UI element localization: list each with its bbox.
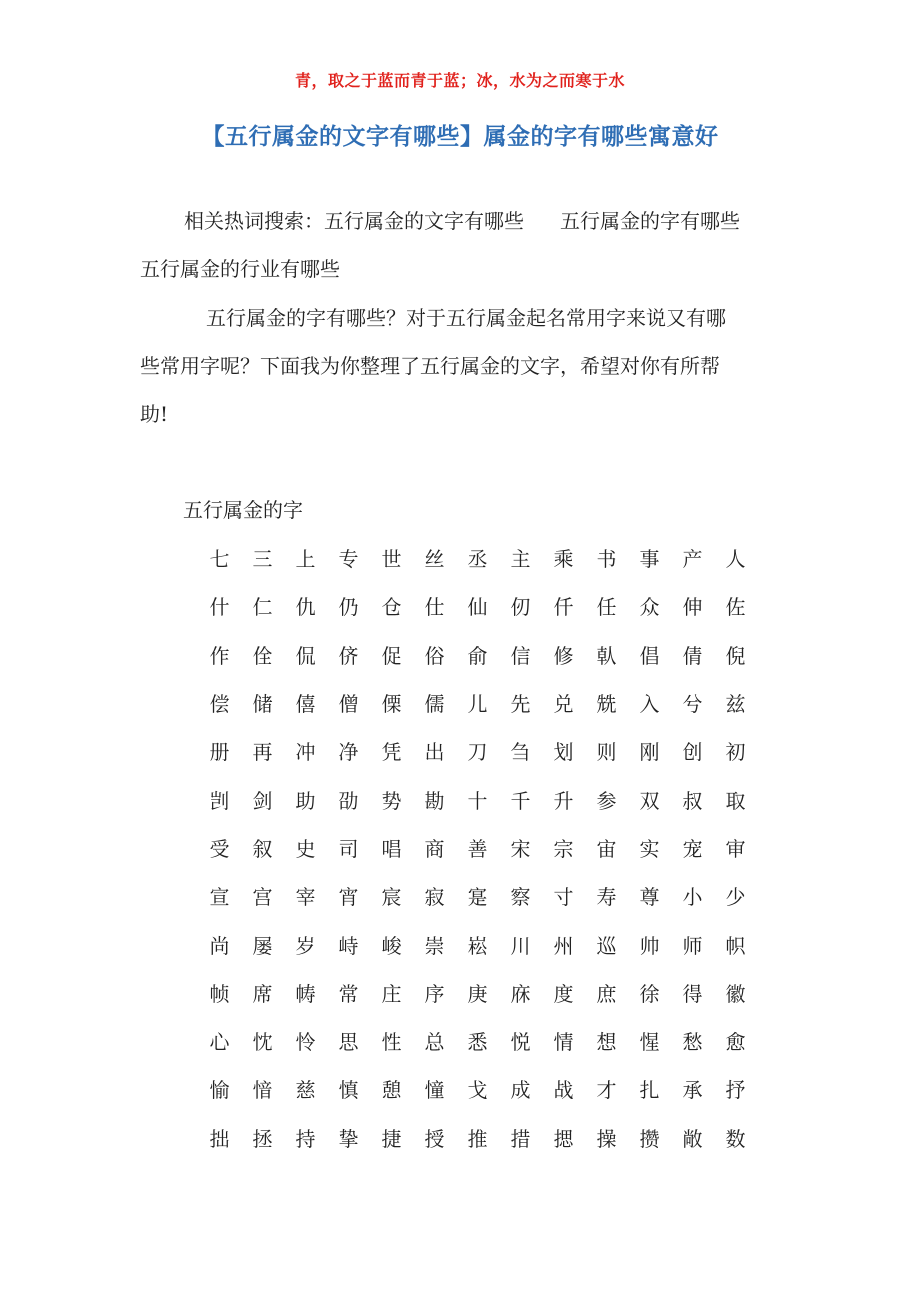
char-cell: 怜 — [295, 1030, 316, 1055]
char-cell: 入 — [639, 692, 660, 717]
char-cell: 徐 — [639, 981, 660, 1006]
char-cell: 思 — [338, 1030, 359, 1055]
char-cell: 佐 — [725, 595, 746, 620]
char-cell: 序 — [424, 981, 445, 1006]
char-cell: 宙 — [596, 836, 617, 861]
char-cell: 常 — [338, 981, 359, 1006]
char-cell: 事 — [639, 547, 660, 572]
char-cell: 扎 — [639, 1078, 660, 1103]
char-row — [198, 970, 758, 1018]
char-cell: 捷 — [381, 1126, 402, 1151]
char-cell: 倡 — [639, 643, 660, 668]
char-cell: 冲 — [295, 740, 316, 765]
char-cell: 修 — [553, 643, 574, 668]
char-cell: 得 — [682, 981, 703, 1006]
char-cell: 性 — [381, 1030, 402, 1055]
char-cell: 屡 — [252, 933, 273, 958]
char-cell: 剀 — [209, 788, 230, 813]
char-cell: 创 — [682, 740, 703, 765]
char-cell: 唱 — [381, 836, 402, 861]
char-cell: 倩 — [682, 643, 703, 668]
char-row — [198, 873, 758, 921]
char-cell: 措 — [510, 1126, 531, 1151]
char-cell: 兮 — [682, 692, 703, 717]
char-cell: 受 — [209, 836, 230, 861]
char-cell: 商 — [424, 836, 445, 861]
char-cell: 慎 — [338, 1078, 359, 1103]
char-cell: 心 — [209, 1030, 230, 1055]
char-cell: 揌 — [553, 1126, 574, 1151]
char-row — [198, 1066, 758, 1114]
char-cell: 承 — [682, 1078, 703, 1103]
char-cell: 才 — [596, 1078, 617, 1103]
char-cell: 丞 — [467, 547, 488, 572]
char-cell: 促 — [381, 643, 402, 668]
char-cell: 司 — [338, 836, 359, 861]
related-keywords — [140, 197, 790, 293]
char-cell: 情 — [553, 1030, 574, 1055]
char-cell: 寿 — [596, 885, 617, 910]
intro-line: 些常用字呢？下面我为你整理了五行属金的文字，希望对你有所帮 — [140, 354, 720, 378]
char-cell: 峻 — [381, 933, 402, 958]
char-cell: 帱 — [295, 981, 316, 1006]
char-cell: 宣 — [209, 885, 230, 910]
char-cell: 实 — [639, 836, 660, 861]
char-cell: 兑 — [553, 692, 574, 717]
char-cell: 持 — [295, 1126, 316, 1151]
char-cell: 千 — [510, 788, 531, 813]
char-cell: 州 — [553, 933, 574, 958]
char-cell: 取 — [725, 788, 746, 813]
char-cell: 先 — [510, 692, 531, 717]
char-cell: 寂 — [424, 885, 445, 910]
char-cell: 助 — [295, 788, 316, 813]
char-cell: 岁 — [295, 933, 316, 958]
char-row — [198, 825, 758, 873]
char-cell: 愈 — [725, 1030, 746, 1055]
char-cell: 伸 — [682, 595, 703, 620]
char-cell: 憧 — [424, 1078, 445, 1103]
char-row — [198, 776, 758, 824]
char-cell: 憩 — [381, 1078, 402, 1103]
intro-paragraph — [140, 294, 790, 438]
char-row — [198, 535, 758, 583]
keyword-link[interactable]: 五行属金的行业有哪些 — [140, 257, 340, 281]
char-cell: 主 — [510, 547, 531, 572]
char-cell: 儒 — [424, 692, 445, 717]
char-cell: 庚 — [467, 981, 488, 1006]
char-cell: 宸 — [381, 885, 402, 910]
char-cell: 乘 — [553, 547, 574, 572]
char-cell: 仓 — [381, 595, 402, 620]
char-cell: 儿 — [467, 692, 488, 717]
char-cell: 俞 — [467, 643, 488, 668]
intro-line: 助! — [140, 402, 169, 426]
char-cell: 僖 — [295, 692, 316, 717]
char-cell: 七 — [209, 547, 230, 572]
char-cell: 三 — [252, 547, 273, 572]
char-cell: 凭 — [381, 740, 402, 765]
char-cell: 仕 — [424, 595, 445, 620]
char-cell: 尊 — [639, 885, 660, 910]
char-cell: 敞 — [682, 1126, 703, 1151]
char-cell: 产 — [682, 547, 703, 572]
char-cell: 刀 — [467, 740, 488, 765]
char-cell: 成 — [510, 1078, 531, 1103]
char-cell: 帜 — [725, 933, 746, 958]
char-cell: 川 — [510, 933, 531, 958]
char-cell: 帧 — [209, 981, 230, 1006]
char-row — [198, 632, 758, 680]
char-cell: 拯 — [252, 1126, 273, 1151]
char-cell: 寸 — [553, 885, 574, 910]
char-cell: 倪 — [725, 643, 746, 668]
char-cell: 徽 — [725, 981, 746, 1006]
char-cell: 史 — [295, 836, 316, 861]
char-cell: 峙 — [338, 933, 359, 958]
char-cell: 参 — [596, 788, 617, 813]
char-row — [198, 1115, 758, 1163]
char-cell: 拙 — [209, 1126, 230, 1151]
char-cell: 宋 — [510, 836, 531, 861]
char-cell: 作 — [209, 643, 230, 668]
char-cell: 众 — [639, 595, 660, 620]
char-cell: 初 — [725, 740, 746, 765]
char-cell: 数 — [725, 1126, 746, 1151]
char-cell: 度 — [553, 981, 574, 1006]
keyword-link[interactable]: 五行属金的字有哪些 — [560, 209, 740, 233]
char-cell: 寔 — [467, 885, 488, 910]
char-cell: 仙 — [467, 595, 488, 620]
char-cell: 师 — [682, 933, 703, 958]
char-cell: 愁 — [682, 1030, 703, 1055]
char-cell: 巡 — [596, 933, 617, 958]
char-cell: 傈 — [381, 692, 402, 717]
char-cell: 悦 — [510, 1030, 531, 1055]
char-cell: 兹 — [725, 692, 746, 717]
char-cell: 崇 — [424, 933, 445, 958]
char-cell: 愉 — [209, 1078, 230, 1103]
char-cell: 侃 — [295, 643, 316, 668]
keywords-label: 相关热词搜索： — [184, 209, 324, 233]
char-cell: 慈 — [295, 1078, 316, 1103]
char-cell: 出 — [424, 740, 445, 765]
char-cell: 升 — [553, 788, 574, 813]
char-cell: 人 — [725, 547, 746, 572]
char-cell: 愔 — [252, 1078, 273, 1103]
char-cell: 忱 — [252, 1030, 273, 1055]
char-cell: 兟 — [596, 692, 617, 717]
char-cell: 书 — [596, 547, 617, 572]
char-cell: 信 — [510, 643, 531, 668]
char-cell: 宫 — [252, 885, 273, 910]
char-cell: 刚 — [639, 740, 660, 765]
char-cell: 世 — [381, 547, 402, 572]
char-cell: 仞 — [510, 595, 531, 620]
char-cell: 宠 — [682, 836, 703, 861]
char-cell: 戈 — [467, 1078, 488, 1103]
char-cell: 悉 — [467, 1030, 488, 1055]
char-cell: 操 — [596, 1126, 617, 1151]
char-cell: 仇 — [295, 595, 316, 620]
header-motto: 青，取之于蓝而青于蓝；冰，水为之而寒于水 — [294, 71, 625, 90]
char-cell: 叙 — [252, 836, 273, 861]
char-row — [198, 583, 758, 631]
intro-line: 五行属金的字有哪些？对于五行属金起名常用字来说又有哪 — [206, 306, 726, 330]
character-grid — [198, 535, 758, 1163]
char-row — [198, 1018, 758, 1066]
char-cell: 双 — [639, 788, 660, 813]
char-cell: 储 — [252, 692, 273, 717]
char-cell: 庥 — [510, 981, 531, 1006]
char-cell: 丝 — [424, 547, 445, 572]
char-cell: 席 — [252, 981, 273, 1006]
char-cell: 侪 — [338, 643, 359, 668]
char-cell: 则 — [596, 740, 617, 765]
char-cell: 总 — [424, 1030, 445, 1055]
char-cell: 任 — [596, 595, 617, 620]
char-cell: 划 — [553, 740, 574, 765]
char-cell: 叔 — [682, 788, 703, 813]
char-cell: 再 — [252, 740, 273, 765]
char-cell: 净 — [338, 740, 359, 765]
char-cell: 庄 — [381, 981, 402, 1006]
char-cell: 仁 — [252, 595, 273, 620]
char-cell: 刍 — [510, 740, 531, 765]
char-cell: 庶 — [596, 981, 617, 1006]
section-heading: 五行属金的字 — [183, 498, 303, 522]
char-cell: 崧 — [467, 933, 488, 958]
char-cell: 上 — [295, 547, 316, 572]
document-title: 【五行属金的文字有哪些】属金的字有哪些寓意好 — [201, 124, 719, 150]
char-cell: 俗 — [424, 643, 445, 668]
char-cell: 尚 — [209, 933, 230, 958]
char-cell: 仍 — [338, 595, 359, 620]
char-cell: 册 — [209, 740, 230, 765]
char-cell: 审 — [725, 836, 746, 861]
char-cell: 倝 — [596, 643, 617, 668]
char-row — [198, 728, 758, 776]
char-cell: 宵 — [338, 885, 359, 910]
char-cell: 仟 — [553, 595, 574, 620]
char-cell: 挚 — [338, 1126, 359, 1151]
char-cell: 抒 — [725, 1078, 746, 1103]
char-row — [198, 921, 758, 969]
char-cell: 小 — [682, 885, 703, 910]
char-cell: 偿 — [209, 692, 230, 717]
char-cell: 攒 — [639, 1126, 660, 1151]
char-cell: 什 — [209, 595, 230, 620]
char-cell: 专 — [338, 547, 359, 572]
char-cell: 势 — [381, 788, 402, 813]
char-cell: 劭 — [338, 788, 359, 813]
char-cell: 宰 — [295, 885, 316, 910]
char-cell: 察 — [510, 885, 531, 910]
keyword-link[interactable]: 五行属金的文字有哪些 — [324, 209, 524, 233]
char-cell: 少 — [725, 885, 746, 910]
char-cell: 想 — [596, 1030, 617, 1055]
char-cell: 十 — [467, 788, 488, 813]
char-cell: 授 — [424, 1126, 445, 1151]
char-row — [198, 680, 758, 728]
char-cell: 勘 — [424, 788, 445, 813]
char-cell: 佺 — [252, 643, 273, 668]
char-cell: 宗 — [553, 836, 574, 861]
char-cell: 惺 — [639, 1030, 660, 1055]
char-cell: 善 — [467, 836, 488, 861]
char-cell: 僧 — [338, 692, 359, 717]
char-cell: 推 — [467, 1126, 488, 1151]
char-cell: 战 — [553, 1078, 574, 1103]
char-cell: 剑 — [252, 788, 273, 813]
char-cell: 帅 — [639, 933, 660, 958]
